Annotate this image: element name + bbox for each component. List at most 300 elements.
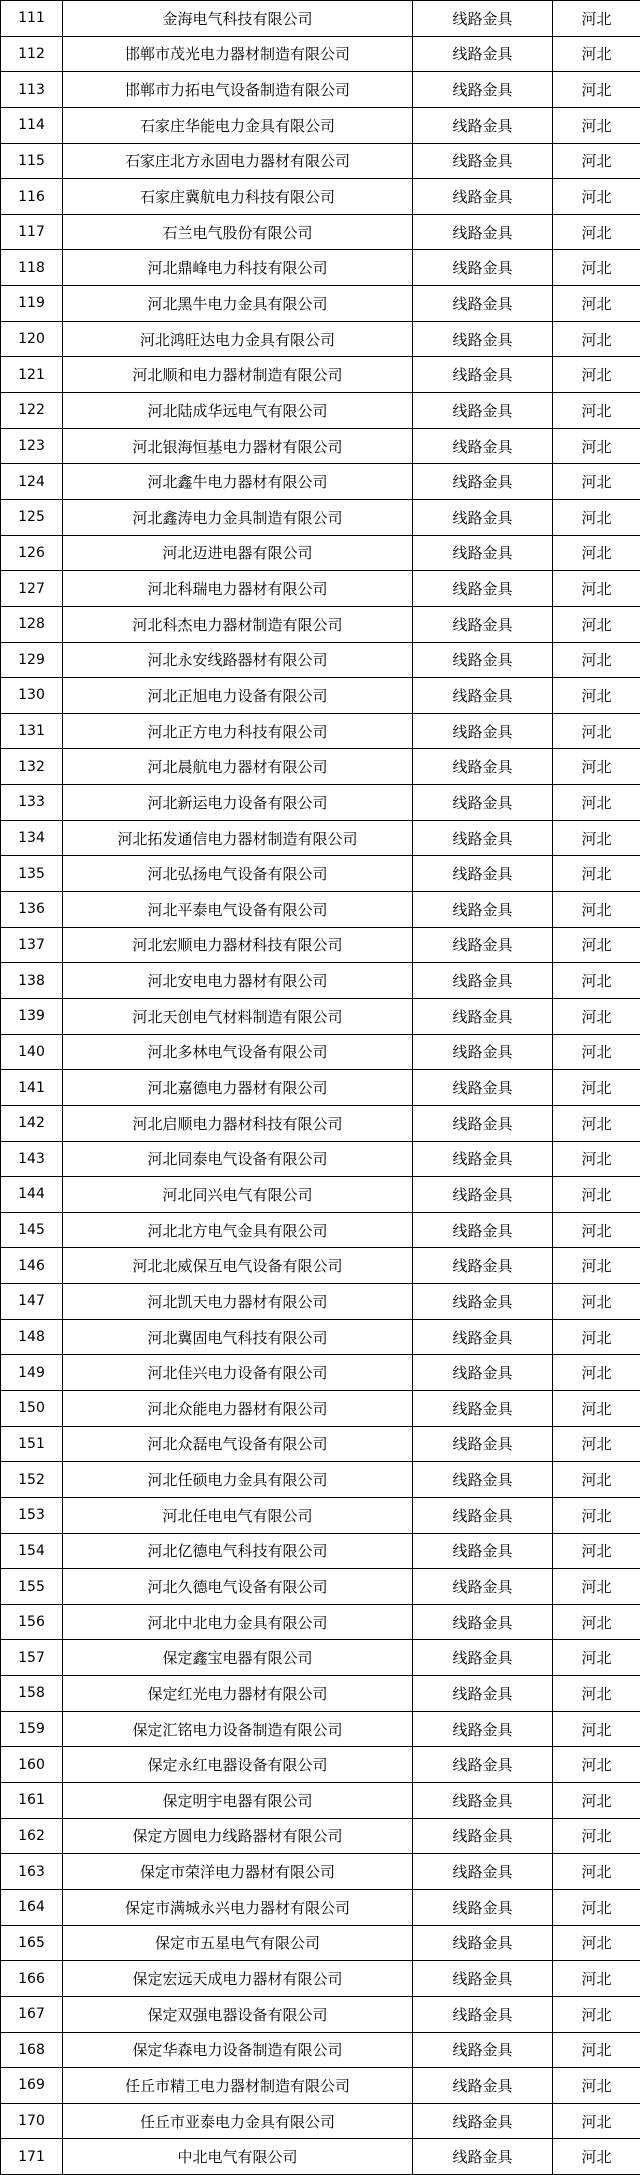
- region-cell: 河北: [553, 856, 640, 892]
- product-category-cell: 线路金具: [413, 856, 553, 892]
- row-number-cell: 161: [1, 1783, 63, 1819]
- region-cell: 河北: [553, 464, 640, 500]
- row-number-cell: 112: [1, 36, 63, 72]
- product-category-cell: 线路金具: [413, 107, 553, 143]
- company-name-cell: 河北多林电气设备有限公司: [63, 1034, 413, 1070]
- product-category-cell: 线路金具: [413, 963, 553, 999]
- row-number-cell: 139: [1, 998, 63, 1034]
- table-row: [1, 1533, 640, 1569]
- company-name-cell: 保定双强电器设备有限公司: [63, 1996, 413, 2032]
- table-row: [1, 1783, 640, 1819]
- row-number-cell: 154: [1, 1533, 63, 1569]
- product-category-cell: 线路金具: [413, 464, 553, 500]
- product-category-cell: 线路金具: [413, 393, 553, 429]
- region-cell: 河北: [553, 1070, 640, 1106]
- region-cell: 河北: [553, 1177, 640, 1213]
- row-number-cell: 150: [1, 1390, 63, 1426]
- company-name-cell: 河北同泰电气设备有限公司: [63, 1141, 413, 1177]
- row-number-cell: 119: [1, 286, 63, 322]
- company-name-cell: 河北任硕电力金具有限公司: [63, 1462, 413, 1498]
- table-row: [1, 642, 640, 678]
- table-row: [1, 1034, 640, 1070]
- company-name-cell: 河北天创电气材料制造有限公司: [63, 998, 413, 1034]
- row-number-cell: 129: [1, 642, 63, 678]
- company-name-cell: 河北凯天电力器材有限公司: [63, 1284, 413, 1320]
- company-name-cell: 河北鼎峰电力科技有限公司: [63, 250, 413, 286]
- product-category-cell: 线路金具: [413, 1034, 553, 1070]
- company-name-cell: 河北新运电力设备有限公司: [63, 785, 413, 821]
- product-category-cell: 线路金具: [413, 1497, 553, 1533]
- company-name-cell: 石兰电气股份有限公司: [63, 214, 413, 250]
- product-category-cell: 线路金具: [413, 1177, 553, 1213]
- row-number-cell: 136: [1, 892, 63, 928]
- table-row: [1, 1925, 640, 1961]
- table-row: [1, 820, 640, 856]
- row-number-cell: 128: [1, 606, 63, 642]
- product-category-cell: 线路金具: [413, 2068, 553, 2104]
- row-number-cell: 145: [1, 1212, 63, 1248]
- product-category-cell: 线路金具: [413, 499, 553, 535]
- product-category-cell: 线路金具: [413, 1711, 553, 1747]
- product-category-cell: 线路金具: [413, 1, 553, 37]
- company-name-cell: 河北众能电力器材有限公司: [63, 1390, 413, 1426]
- company-name-cell: 保定红光电力器材有限公司: [63, 1676, 413, 1712]
- row-number-cell: 131: [1, 713, 63, 749]
- region-cell: 河北: [553, 1640, 640, 1676]
- table-row: [1, 892, 640, 928]
- region-cell: 河北: [553, 1533, 640, 1569]
- region-cell: 河北: [553, 1034, 640, 1070]
- region-cell: 河北: [553, 2068, 640, 2104]
- table-row: [1, 1284, 640, 1320]
- table-row: [1, 1212, 640, 1248]
- table-row: [1, 2139, 640, 2175]
- table-body: [1, 1, 640, 2175]
- table-row: [1, 785, 640, 821]
- company-name-cell: 石家庄北方永固电力器材有限公司: [63, 143, 413, 179]
- table-row: [1, 1319, 640, 1355]
- row-number-cell: 143: [1, 1141, 63, 1177]
- product-category-cell: 线路金具: [413, 535, 553, 571]
- company-name-cell: 河北顺和电力器材制造有限公司: [63, 357, 413, 393]
- product-category-cell: 线路金具: [413, 179, 553, 215]
- row-number-cell: 159: [1, 1711, 63, 1747]
- product-category-cell: 线路金具: [413, 143, 553, 179]
- company-name-cell: 河北永安线路器材有限公司: [63, 642, 413, 678]
- row-number-cell: 165: [1, 1925, 63, 1961]
- row-number-cell: 151: [1, 1426, 63, 1462]
- product-category-cell: 线路金具: [413, 1818, 553, 1854]
- table-row: [1, 1961, 640, 1997]
- product-category-cell: 线路金具: [413, 1070, 553, 1106]
- region-cell: 河北: [553, 143, 640, 179]
- company-name-cell: 河北晨航电力器材有限公司: [63, 749, 413, 785]
- region-cell: 河北: [553, 179, 640, 215]
- table-row: [1, 179, 640, 215]
- row-number-cell: 155: [1, 1569, 63, 1605]
- product-category-cell: 线路金具: [413, 749, 553, 785]
- region-cell: 河北: [553, 1961, 640, 1997]
- company-name-cell: 河北任电电气有限公司: [63, 1497, 413, 1533]
- product-category-cell: 线路金具: [413, 1889, 553, 1925]
- product-category-cell: 线路金具: [413, 1961, 553, 1997]
- row-number-cell: 114: [1, 107, 63, 143]
- region-cell: 河北: [553, 1783, 640, 1819]
- region-cell: 河北: [553, 713, 640, 749]
- product-category-cell: 线路金具: [413, 1319, 553, 1355]
- product-category-cell: 线路金具: [413, 428, 553, 464]
- row-number-cell: 125: [1, 499, 63, 535]
- product-category-cell: 线路金具: [413, 1284, 553, 1320]
- table-row: [1, 1676, 640, 1712]
- table-row: [1, 2103, 640, 2139]
- region-cell: 河北: [553, 1889, 640, 1925]
- company-name-cell: 河北亿德电气科技有限公司: [63, 1533, 413, 1569]
- company-name-cell: 保定方圆电力线路器材有限公司: [63, 1818, 413, 1854]
- company-name-cell: 河北陆成华远电气有限公司: [63, 393, 413, 429]
- table-row: [1, 36, 640, 72]
- region-cell: 河北: [553, 1854, 640, 1890]
- product-category-cell: 线路金具: [413, 892, 553, 928]
- company-name-cell: 河北弘扬电气设备有限公司: [63, 856, 413, 892]
- row-number-cell: 167: [1, 1996, 63, 2032]
- row-number-cell: 120: [1, 321, 63, 357]
- region-cell: 河北: [553, 36, 640, 72]
- table-row: [1, 1747, 640, 1783]
- company-name-cell: 河北正方电力科技有限公司: [63, 713, 413, 749]
- row-number-cell: 133: [1, 785, 63, 821]
- company-name-cell: 河北鑫涛电力金具制造有限公司: [63, 499, 413, 535]
- row-number-cell: 138: [1, 963, 63, 999]
- company-name-cell: 河北启顺电力器材科技有限公司: [63, 1105, 413, 1141]
- company-name-cell: 保定宏远天成电力器材有限公司: [63, 1961, 413, 1997]
- region-cell: 河北: [553, 1248, 640, 1284]
- row-number-cell: 140: [1, 1034, 63, 1070]
- table-row: [1, 1462, 640, 1498]
- region-cell: 河北: [553, 499, 640, 535]
- company-name-cell: 河北冀固电气科技有限公司: [63, 1319, 413, 1355]
- row-number-cell: 134: [1, 820, 63, 856]
- company-name-cell: 保定汇铭电力设备制造有限公司: [63, 1711, 413, 1747]
- product-category-cell: 线路金具: [413, 214, 553, 250]
- table-row: [1, 1390, 640, 1426]
- row-number-cell: 127: [1, 571, 63, 607]
- row-number-cell: 169: [1, 2068, 63, 2104]
- row-number-cell: 166: [1, 1961, 63, 1997]
- table-row: [1, 214, 640, 250]
- company-name-cell: 河北鸿旺达电力金具有限公司: [63, 321, 413, 357]
- table-row: [1, 1604, 640, 1640]
- table-row: [1, 321, 640, 357]
- company-name-cell: 河北迈进电器有限公司: [63, 535, 413, 571]
- product-category-cell: 线路金具: [413, 2032, 553, 2068]
- table-row: [1, 749, 640, 785]
- product-category-cell: 线路金具: [413, 321, 553, 357]
- region-cell: 河北: [553, 785, 640, 821]
- table-row: [1, 678, 640, 714]
- product-category-cell: 线路金具: [413, 1569, 553, 1605]
- row-number-cell: 117: [1, 214, 63, 250]
- company-name-cell: 河北中北电力金具有限公司: [63, 1604, 413, 1640]
- table-row: [1, 1248, 640, 1284]
- product-category-cell: 线路金具: [413, 1604, 553, 1640]
- product-category-cell: 线路金具: [413, 2139, 553, 2175]
- region-cell: 河北: [553, 749, 640, 785]
- product-category-cell: 线路金具: [413, 606, 553, 642]
- region-cell: 河北: [553, 571, 640, 607]
- region-cell: 河北: [553, 250, 640, 286]
- region-cell: 河北: [553, 1604, 640, 1640]
- table-row: [1, 535, 640, 571]
- product-category-cell: 线路金具: [413, 357, 553, 393]
- table-row: [1, 927, 640, 963]
- table-row: [1, 72, 640, 108]
- region-cell: 河北: [553, 428, 640, 464]
- row-number-cell: 130: [1, 678, 63, 714]
- product-category-cell: 线路金具: [413, 1462, 553, 1498]
- table-row: [1, 2032, 640, 2068]
- company-name-cell: 保定永红电器设备有限公司: [63, 1747, 413, 1783]
- row-number-cell: 113: [1, 72, 63, 108]
- row-number-cell: 152: [1, 1462, 63, 1498]
- region-cell: 河北: [553, 1284, 640, 1320]
- region-cell: 河北: [553, 1711, 640, 1747]
- region-cell: 河北: [553, 393, 640, 429]
- region-cell: 河北: [553, 1497, 640, 1533]
- row-number-cell: 124: [1, 464, 63, 500]
- row-number-cell: 164: [1, 1889, 63, 1925]
- table-row: [1, 1996, 640, 2032]
- row-number-cell: 146: [1, 1248, 63, 1284]
- table-row: [1, 1889, 640, 1925]
- region-cell: 河北: [553, 1747, 640, 1783]
- region-cell: 河北: [553, 606, 640, 642]
- product-category-cell: 线路金具: [413, 1426, 553, 1462]
- product-category-cell: 线路金具: [413, 286, 553, 322]
- row-number-cell: 163: [1, 1854, 63, 1890]
- company-name-cell: 任丘市精工电力器材制造有限公司: [63, 2068, 413, 2104]
- product-category-cell: 线路金具: [413, 642, 553, 678]
- product-category-cell: 线路金具: [413, 1854, 553, 1890]
- company-name-cell: 河北鑫牛电力器材有限公司: [63, 464, 413, 500]
- company-name-cell: 邯郸市力拓电气设备制造有限公司: [63, 72, 413, 108]
- table-row: [1, 1070, 640, 1106]
- region-cell: 河北: [553, 642, 640, 678]
- row-number-cell: 153: [1, 1497, 63, 1533]
- company-name-cell: 河北嘉德电力器材有限公司: [63, 1070, 413, 1106]
- company-name-cell: 河北众磊电气设备有限公司: [63, 1426, 413, 1462]
- region-cell: 河北: [553, 678, 640, 714]
- product-category-cell: 线路金具: [413, 1533, 553, 1569]
- region-cell: 河北: [553, 214, 640, 250]
- company-name-cell: 中北电气有限公司: [63, 2139, 413, 2175]
- region-cell: 河北: [553, 1676, 640, 1712]
- row-number-cell: 170: [1, 2103, 63, 2139]
- region-cell: 河北: [553, 357, 640, 393]
- table-row: [1, 250, 640, 286]
- table-row: [1, 1426, 640, 1462]
- company-name-cell: 保定明宇电器有限公司: [63, 1783, 413, 1819]
- product-category-cell: 线路金具: [413, 713, 553, 749]
- row-number-cell: 168: [1, 2032, 63, 2068]
- company-name-cell: 河北平泰电气设备有限公司: [63, 892, 413, 928]
- company-name-cell: 保定鑫宝电器有限公司: [63, 1640, 413, 1676]
- table-row: [1, 713, 640, 749]
- region-cell: 河北: [553, 286, 640, 322]
- company-name-cell: 保定市荣洋电力器材有限公司: [63, 1854, 413, 1890]
- row-number-cell: 158: [1, 1676, 63, 1712]
- table-row: [1, 1569, 640, 1605]
- product-category-cell: 线路金具: [413, 998, 553, 1034]
- row-number-cell: 122: [1, 393, 63, 429]
- product-category-cell: 线路金具: [413, 1925, 553, 1961]
- row-number-cell: 149: [1, 1355, 63, 1391]
- company-name-cell: 保定市满城永兴电力器材有限公司: [63, 1889, 413, 1925]
- company-name-cell: 石家庄华能电力金具有限公司: [63, 107, 413, 143]
- region-cell: 河北: [553, 1, 640, 37]
- table-row: [1, 286, 640, 322]
- product-category-cell: 线路金具: [413, 1640, 553, 1676]
- product-category-cell: 线路金具: [413, 1248, 553, 1284]
- table-row: [1, 1711, 640, 1747]
- table-row: [1, 1, 640, 37]
- row-number-cell: 121: [1, 357, 63, 393]
- company-name-cell: 河北北威保互电气设备有限公司: [63, 1248, 413, 1284]
- row-number-cell: 171: [1, 2139, 63, 2175]
- table-row: [1, 1854, 640, 1890]
- table-row: [1, 357, 640, 393]
- company-name-cell: 河北安电电力器材有限公司: [63, 963, 413, 999]
- region-cell: 河北: [553, 107, 640, 143]
- row-number-cell: 162: [1, 1818, 63, 1854]
- region-cell: 河北: [553, 1426, 640, 1462]
- table-row: [1, 963, 640, 999]
- region-cell: 河北: [553, 998, 640, 1034]
- row-number-cell: 123: [1, 428, 63, 464]
- table-row: [1, 428, 640, 464]
- region-cell: 河北: [553, 1818, 640, 1854]
- table-row: [1, 571, 640, 607]
- company-name-cell: 保定市五星电气有限公司: [63, 1925, 413, 1961]
- company-name-cell: 任丘市亚泰电力金具有限公司: [63, 2103, 413, 2139]
- company-name-cell: 河北同兴电气有限公司: [63, 1177, 413, 1213]
- product-category-cell: 线路金具: [413, 2103, 553, 2139]
- region-cell: 河北: [553, 1925, 640, 1961]
- region-cell: 河北: [553, 1462, 640, 1498]
- table-row: [1, 1497, 640, 1533]
- product-category-cell: 线路金具: [413, 1355, 553, 1391]
- company-name-cell: 河北宏顺电力器材科技有限公司: [63, 927, 413, 963]
- row-number-cell: 135: [1, 856, 63, 892]
- product-category-cell: 线路金具: [413, 571, 553, 607]
- company-name-cell: 河北久德电气设备有限公司: [63, 1569, 413, 1605]
- region-cell: 河北: [553, 1355, 640, 1391]
- row-number-cell: 132: [1, 749, 63, 785]
- region-cell: 河北: [553, 1212, 640, 1248]
- row-number-cell: 160: [1, 1747, 63, 1783]
- region-cell: 河北: [553, 2103, 640, 2139]
- row-number-cell: 148: [1, 1319, 63, 1355]
- company-name-cell: 河北科瑞电力器材有限公司: [63, 571, 413, 607]
- table-row: [1, 464, 640, 500]
- product-category-cell: 线路金具: [413, 927, 553, 963]
- row-number-cell: 137: [1, 927, 63, 963]
- product-category-cell: 线路金具: [413, 1676, 553, 1712]
- region-cell: 河北: [553, 1319, 640, 1355]
- table-row: [1, 1177, 640, 1213]
- company-name-cell: 石家庄冀航电力科技有限公司: [63, 179, 413, 215]
- table-row: [1, 606, 640, 642]
- company-name-cell: 河北正旭电力设备有限公司: [63, 678, 413, 714]
- region-cell: 河北: [553, 1141, 640, 1177]
- product-category-cell: 线路金具: [413, 250, 553, 286]
- product-category-cell: 线路金具: [413, 785, 553, 821]
- region-cell: 河北: [553, 927, 640, 963]
- table-row: [1, 393, 640, 429]
- region-cell: 河北: [553, 535, 640, 571]
- product-category-cell: 线路金具: [413, 1141, 553, 1177]
- company-name-cell: 金海电气科技有限公司: [63, 1, 413, 37]
- company-name-cell: 河北佳兴电力设备有限公司: [63, 1355, 413, 1391]
- table-row: [1, 499, 640, 535]
- table-row: [1, 1141, 640, 1177]
- company-name-cell: 河北拓发通信电力器材制造有限公司: [63, 820, 413, 856]
- row-number-cell: 118: [1, 250, 63, 286]
- region-cell: 河北: [553, 892, 640, 928]
- region-cell: 河北: [553, 2139, 640, 2175]
- product-category-cell: 线路金具: [413, 36, 553, 72]
- region-cell: 河北: [553, 1390, 640, 1426]
- product-category-cell: 线路金具: [413, 72, 553, 108]
- row-number-cell: 157: [1, 1640, 63, 1676]
- row-number-cell: 141: [1, 1070, 63, 1106]
- product-category-cell: 线路金具: [413, 678, 553, 714]
- region-cell: 河北: [553, 72, 640, 108]
- product-category-cell: 线路金具: [413, 1996, 553, 2032]
- region-cell: 河北: [553, 1996, 640, 2032]
- region-cell: 河北: [553, 1105, 640, 1141]
- company-name-cell: 保定华森电力设备制造有限公司: [63, 2032, 413, 2068]
- row-number-cell: 116: [1, 179, 63, 215]
- table-row: [1, 998, 640, 1034]
- company-name-cell: 河北银海恒基电力器材有限公司: [63, 428, 413, 464]
- region-cell: 河北: [553, 2032, 640, 2068]
- region-cell: 河北: [553, 820, 640, 856]
- row-number-cell: 142: [1, 1105, 63, 1141]
- product-category-cell: 线路金具: [413, 1105, 553, 1141]
- product-category-cell: 线路金具: [413, 1747, 553, 1783]
- company-name-cell: 邯郸市茂光电力器材制造有限公司: [63, 36, 413, 72]
- company-name-cell: 河北黑牛电力金具有限公司: [63, 286, 413, 322]
- table-row: [1, 107, 640, 143]
- product-category-cell: 线路金具: [413, 1390, 553, 1426]
- row-number-cell: 111: [1, 1, 63, 37]
- row-number-cell: 147: [1, 1284, 63, 1320]
- product-category-cell: 线路金具: [413, 820, 553, 856]
- table-row: [1, 143, 640, 179]
- table-row: [1, 2068, 640, 2104]
- table-row: [1, 1640, 640, 1676]
- row-number-cell: 144: [1, 1177, 63, 1213]
- table-row: [1, 1818, 640, 1854]
- table-row: [1, 856, 640, 892]
- company-name-cell: 河北北方电气金具有限公司: [63, 1212, 413, 1248]
- table-row: [1, 1105, 640, 1141]
- region-cell: 河北: [553, 1569, 640, 1605]
- table-row: [1, 1355, 640, 1391]
- row-number-cell: 126: [1, 535, 63, 571]
- region-cell: 河北: [553, 321, 640, 357]
